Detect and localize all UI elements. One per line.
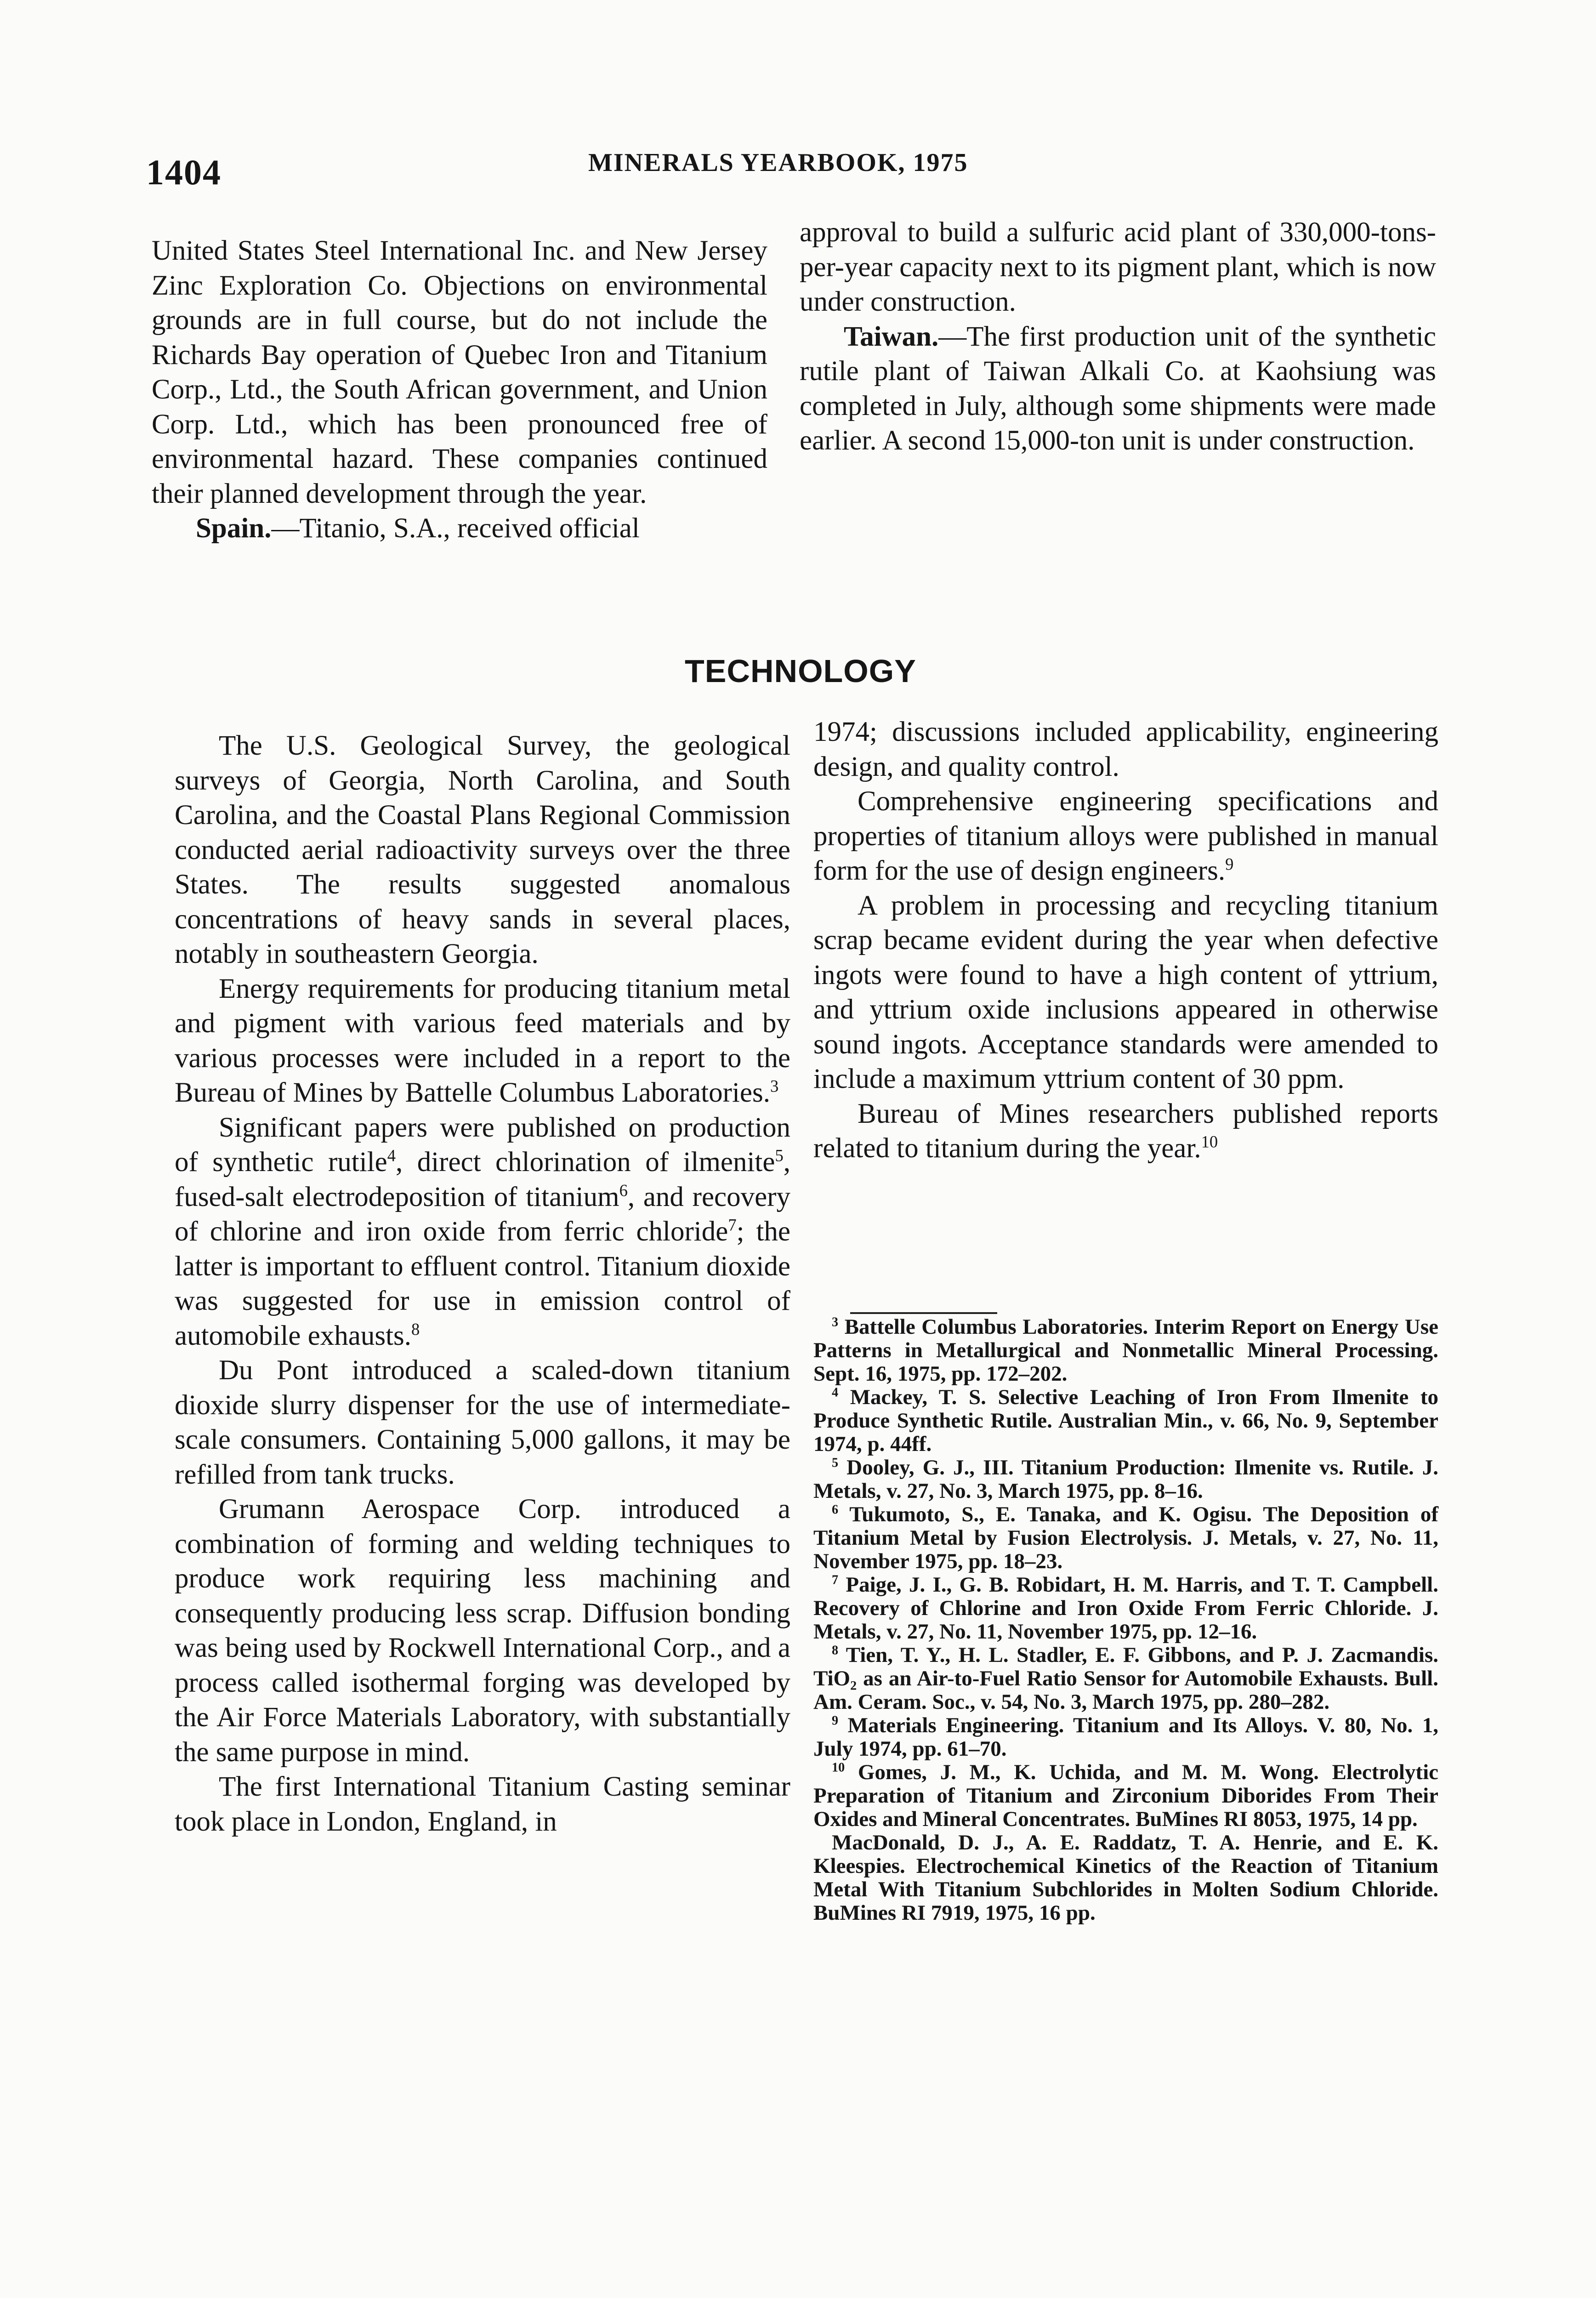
footnote-number: 6	[832, 1502, 839, 1517]
footnotes	[813, 1315, 1438, 1925]
footnote-text: Tien, T. Y., H. L. Stadler, E. F. Gibbons, and P. J. Zacmandis. TiO₂ as an Air-to-Fuel Ratio Sensor for Automobile Exhausts. Bull. Am. Ceram. Soc., v. 54, No. 3, March 1975, pp. 280–282.	[813, 1643, 1438, 1714]
footnote-number: 5	[832, 1456, 839, 1470]
technology-right-column	[813, 715, 1438, 1166]
footnote	[813, 1456, 1438, 1503]
paragraph-text: Significant papers were published on production of synthetic rutile	[175, 1112, 790, 1177]
footnote-text: MacDonald, D. J., A. E. Raddatz, T. A. Henrie, and E. K. Kleespies. Electrochemical Kinetics of the Reaction of Titanium Metal With Titanium Subchlorides in Molten Sodium Chloride. BuMines RI 7919, 1975, 16 pp.	[813, 1831, 1438, 1925]
footnote	[813, 1315, 1438, 1386]
paragraph: 1974; discussions included applicability, engineering design, and quality control.	[813, 717, 1438, 782]
footnote	[813, 1644, 1438, 1714]
paragraph-text: ; the latter is important to effluent control. Titanium dioxide was suggested for use in emission control of automobile exhausts.	[175, 1216, 790, 1351]
footnote-text: Mackey, T. S. Selective Leaching of Iron From Ilmenite to Produce Synthetic Rutile. Australian Min., v. 66, No. 9, September 1974, p. 44ff.	[813, 1385, 1438, 1456]
footnote-divider	[850, 1312, 997, 1314]
run-in-heading-taiwan: Taiwan.	[844, 321, 939, 352]
paragraph: United States Steel International Inc. and New Jersey Zinc Exploration Co. Objections on environmental grounds are in full course, but do not include the Richards Bay operation of Quebec Iron and Titanium Corp., Ltd., the South African government, and Union Corp. Ltd., which has been pronounced free of environmental hazard. These companies continued their planned development through the year.	[152, 235, 767, 509]
footnote	[813, 1573, 1438, 1644]
paragraph: Grumann Aerospace Corp. introduced a combination of forming and welding techniques to produce work requiring less machining and consequently producing less scrap. Diffusion bonding was being used by Rockwell International Corp., and a process called isothermal forging was developed by the Air Force Materials Laboratory, with substantially the same purpose in mind.	[175, 1494, 790, 1768]
footnote-text: Dooley, G. J., III. Titanium Production: Ilmenite vs. Rutile. J. Metals, v. 27, No. 3, March 1975, pp. 8–16.	[813, 1456, 1438, 1503]
paragraph-text: , and recovery of chlorine and iron oxide from ferric chloride	[175, 1181, 790, 1247]
paragraph: A problem in processing and recycling titanium scrap became evident during the year when defective ingots were found to have a high content of yttrium, and yttrium oxide inclusions appeared in otherwise sound ingots. Acceptance standards were amended to include a maximum yttrium content of 30 ppm.	[813, 890, 1438, 1094]
footnote-ref: 10	[1201, 1132, 1218, 1151]
run-in-heading-spain: Spain.	[196, 513, 272, 544]
column-top-left	[152, 233, 767, 546]
paragraph-taiwan	[800, 319, 1436, 458]
footnote	[813, 1714, 1438, 1761]
footnote	[813, 1761, 1438, 1831]
running-title: MINERALS YEARBOOK, 1975	[588, 148, 968, 177]
column-top-right	[800, 215, 1436, 458]
paragraph	[175, 1110, 790, 1354]
footnote-number: 9	[832, 1713, 839, 1728]
footnote-text: Paige, J. I., G. B. Robidart, H. M. Harris, and T. T. Campbell. Recovery of Chlorine and Iron Oxide From Ferric Chloride. J. Metals, v. 27, No. 11, November 1975, pp. 12–16.	[813, 1573, 1438, 1644]
paragraph: The U.S. Geological Survey, the geological surveys of Georgia, North Carolina, and South Carolina, and the Coastal Plans Regional Commission conducted aerial radioactivity surveys over the three States. The results suggested anomalous concentrations of heavy sands in several places, notably in southeastern Georgia.	[175, 730, 790, 969]
technology-left-column	[175, 728, 790, 1839]
footnote-ref: 5	[775, 1146, 784, 1165]
footnote-text: Gomes, J. M., K. Uchida, and M. M. Wong. Electrolytic Preparation of Titanium and Zirconium Diborides From Their Oxides and Mineral Concentrates. BuMines RI 8053, 1975, 14 pp.	[813, 1760, 1438, 1831]
footnote	[813, 1831, 1438, 1925]
footnote-ref: 6	[619, 1181, 628, 1200]
paragraph	[175, 972, 790, 1110]
paragraph-spain	[152, 511, 767, 546]
paragraph: The first International Titanium Casting seminar took place in London, England, in	[175, 1771, 790, 1837]
footnote-text: Battelle Columbus Laboratories. Interim Report on Energy Use Patterns in Metallurgical and Nonmetallic Mineral Processing. Sept. 16, 1975, pp. 172–202.	[813, 1315, 1439, 1386]
paragraph	[813, 784, 1438, 888]
footnote-ref: 4	[387, 1146, 396, 1165]
paragraph-text: , fused-salt electrodeposition of titanium	[175, 1147, 790, 1212]
footnote-text: Materials Engineering. Titanium and Its Alloys. V. 80, No. 1, July 1974, pp. 61–70.	[813, 1713, 1439, 1761]
paragraph	[813, 1097, 1438, 1166]
footnote-ref: 7	[728, 1215, 737, 1234]
footnote-number: 3	[832, 1315, 839, 1330]
paragraph-text: Comprehensive engineering specifications and properties of titanium alloys were published in manual form for the use of design engineers.	[813, 786, 1438, 886]
footnote-number: 8	[832, 1643, 839, 1658]
paragraph-text: Energy requirements for producing titanium metal and pigment with various feed materials and by various processes were included in a report to the Bureau of Mines by Battelle Columbus Laboratories.	[175, 973, 790, 1108]
footnote	[813, 1386, 1438, 1456]
paragraph: approval to build a sulfuric acid plant of 330,000-tons-per-year capacity next to its pigment plant, which is now under construction.	[800, 217, 1436, 317]
footnote-ref: 8	[411, 1320, 420, 1339]
footnote-number: 7	[832, 1573, 839, 1587]
section-heading: TECHNOLOGY	[685, 653, 916, 689]
page-number: 1404	[146, 152, 222, 192]
paragraph-text: Bureau of Mines researchers published reports related to titanium during the year.	[813, 1098, 1438, 1164]
footnote-text: Tukumoto, S., E. Tanaka, and K. Ogisu. The Deposition of Titanium Metal by Fusion Electrolysis. J. Metals, v. 27, No. 11, November 1975, pp. 18–23.	[813, 1502, 1438, 1573]
paragraph-text: —The first production unit of the synthetic rutile plant of Taiwan Alkali Co. at Kaohsiung was completed in July, although some shipments were made earlier. A second 15,000-ton unit is under construction.	[800, 321, 1436, 456]
footnote	[813, 1503, 1438, 1573]
footnote-ref: 3	[770, 1076, 779, 1096]
footnote-number: 4	[832, 1385, 839, 1400]
paragraph-text: —Titanio, S.A., received official	[271, 513, 640, 544]
footnote-number: 10	[832, 1760, 845, 1775]
paragraph: Du Pont introduced a scaled-down titanium dioxide slurry dispenser for the use of intermediate-scale consumers. Containing 5,000 gallons, it may be refilled from tank trucks.	[175, 1355, 790, 1490]
paragraph-text: , direct chlorination of ilmenite	[396, 1147, 775, 1177]
footnote-ref: 9	[1225, 854, 1234, 874]
